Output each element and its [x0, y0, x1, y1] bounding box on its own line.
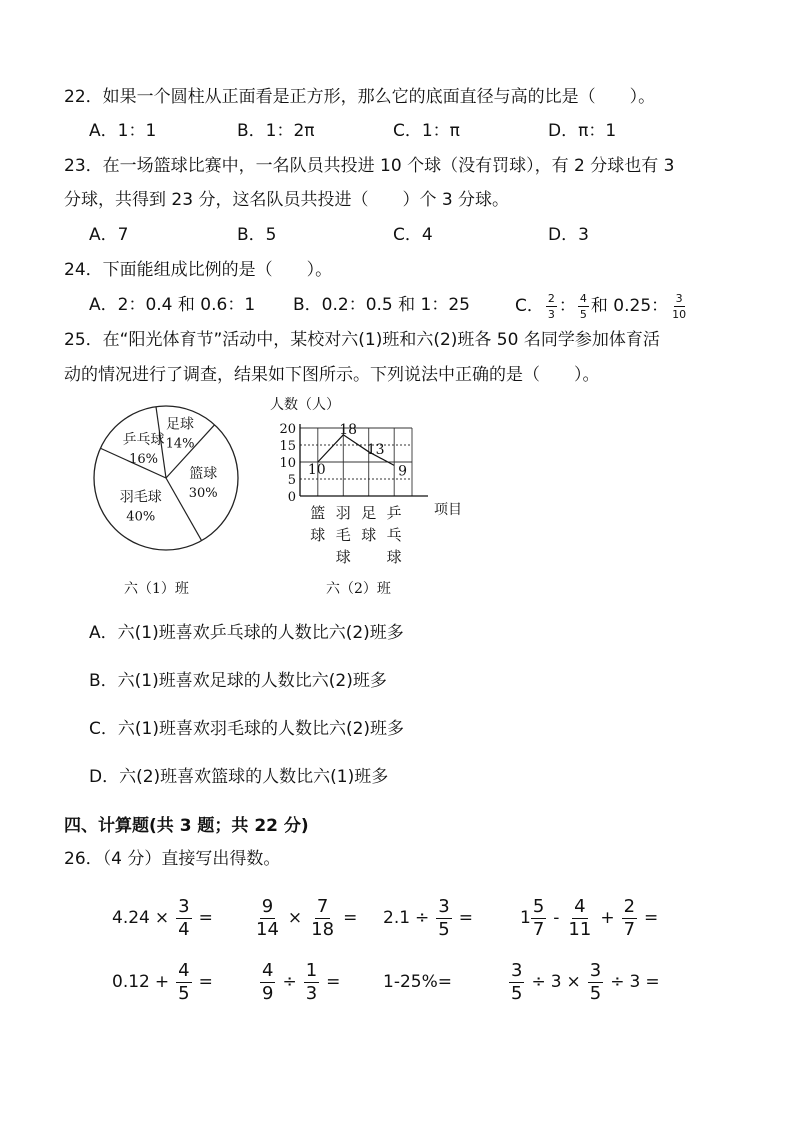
- q24-option-b[interactable]: B．0.2：0.5 和 1：25: [293, 295, 470, 315]
- expr-6-operator: ÷: [282, 972, 297, 992]
- q24-option-c-fraction-1: $\frac{2}{3}$: [547, 291, 555, 321]
- expr-6-fraction-1: $\frac{4}{9}$: [262, 959, 274, 1004]
- expr-1-equals: =: [198, 908, 213, 928]
- q24-stem: 24．下面能组成比例的是（ ）。: [64, 260, 333, 280]
- pie-slice-label: 乒乓球: [122, 432, 165, 449]
- q25-option-b[interactable]: B．六(1)班喜欢足球的人数比六(2)班多: [89, 671, 387, 691]
- q23-option-a[interactable]: A．7: [89, 225, 129, 245]
- q24-option-a[interactable]: A．2：0.4 和 0.6：1: [89, 295, 256, 315]
- q22-option-a[interactable]: A．1：1: [89, 121, 157, 141]
- q23-option-d[interactable]: D．3: [548, 225, 589, 245]
- expr-1-number: 4.24: [112, 908, 150, 928]
- line-chart-ytick: 15: [279, 439, 296, 454]
- expr-8-equals: =: [645, 972, 660, 992]
- line-chart-category-char: 球: [386, 548, 402, 566]
- expr-4-fraction-1: $\frac{5}{7}$: [532, 895, 545, 940]
- q24-option-c-fraction-3: $\frac{3}{10}$: [672, 291, 687, 321]
- q22-option-c[interactable]: C．1：π: [393, 121, 460, 141]
- line-chart-category-char: 羽: [335, 504, 351, 522]
- expr-8-operator-3: ÷: [610, 972, 625, 992]
- line-chart-category-char: 乓: [386, 526, 402, 544]
- expr-4: [520, 896, 663, 940]
- line-chart-data-label: 9: [398, 463, 408, 480]
- expr-3-operator: ÷: [415, 908, 430, 928]
- pie-slice-label: 足球: [166, 416, 195, 433]
- expr-6: [258, 960, 345, 1004]
- q22-option-b[interactable]: B．1：2π: [237, 121, 315, 141]
- q24-option-c[interactable]: [515, 288, 690, 324]
- line-chart-data-label: 18: [339, 421, 358, 438]
- expr-7: [383, 960, 452, 1004]
- q25-option-c[interactable]: C．六(1)班喜欢羽毛球的人数比六(2)班多: [89, 719, 405, 739]
- expr-2-equals: =: [343, 908, 358, 928]
- expr-8: [507, 960, 665, 1004]
- q25-stem-line2: 动的情况进行了调查，结果如下图所示。下列说法中正确的是（ ）。: [64, 365, 600, 385]
- q24-option-c-prefix: C．: [515, 296, 544, 316]
- line-chart-ytick: 5: [287, 473, 296, 488]
- line-chart-category-char: 足: [361, 504, 377, 522]
- q23-option-b[interactable]: B．5: [237, 225, 277, 245]
- q25-stem-line1: 25．在“阳光体育节”活动中，某校对六(1)班和六(2)班各 50 名同学参加体育活: [64, 330, 660, 350]
- line-chart-ytick: 0: [287, 490, 296, 505]
- pie-slice-label: 羽毛球: [119, 489, 162, 506]
- line-chart-ytick: 20: [279, 422, 296, 437]
- expr-6-equals: =: [326, 972, 341, 992]
- expr-7-text: 1-25%=: [383, 972, 452, 992]
- line-chart-ylabel: 人数（人）: [270, 397, 340, 413]
- line-chart-category-char: 篮: [310, 504, 326, 522]
- q23-option-c[interactable]: C．4: [393, 225, 433, 245]
- pie-chart-class-1: [84, 398, 254, 558]
- line-chart-category-char: 球: [335, 548, 351, 566]
- expr-3-equals: =: [458, 908, 473, 928]
- q22-option-d[interactable]: D．π：1: [548, 121, 617, 141]
- line-chart-data-label: 10: [307, 462, 326, 478]
- q24-option-c-colon: ：: [558, 296, 576, 316]
- expr-8-operator-1: ÷: [531, 972, 546, 992]
- expr-5-number: 0.12: [112, 972, 150, 992]
- expr-8-number-2: 3: [629, 972, 641, 992]
- expr-5-fraction: $\frac{4}{5}$: [178, 959, 190, 1004]
- line-chart-category-char: 球: [310, 526, 326, 544]
- expr-2: [252, 896, 362, 940]
- pie-chart-title: 六（1）班: [124, 581, 189, 597]
- line-chart-title: 六（2）班: [326, 581, 391, 597]
- q23-stem-line2: 分球，共得到 23 分，这名队员共投进（ ）个 3 分球。: [64, 190, 510, 210]
- pie-slice-value: 40%: [126, 509, 156, 525]
- expr-3: [383, 896, 478, 940]
- q22-stem: 22．如果一个圆柱从正面看是正方形，那么它的底面直径与高的比是（ ）。: [64, 87, 656, 107]
- pie-slice-label: 篮球: [189, 466, 218, 483]
- expr-4-operator-2: +: [600, 908, 615, 928]
- expr-8-fraction-2: $\frac{3}{5}$: [589, 959, 602, 1004]
- q24-option-c-fraction-2: $\frac{4}{5}$: [579, 291, 587, 321]
- line-chart-category-char: 毛: [335, 526, 351, 544]
- expr-6-fraction-2: $\frac{1}{3}$: [305, 959, 318, 1004]
- expr-3-fraction: $\frac{3}{5}$: [438, 895, 450, 940]
- expr-5-equals: =: [198, 972, 213, 992]
- pie-slice-value: 14%: [165, 436, 195, 452]
- expr-2-fraction-1: $\frac{9}{14}$: [256, 895, 279, 940]
- q26-stem: 26．（4 分）直接写出得数。: [64, 849, 281, 869]
- line-chart-ytick: 10: [279, 456, 296, 471]
- pie-slice-value: 16%: [129, 452, 159, 468]
- line-chart-xlabel: 项目: [434, 502, 462, 518]
- pie-slice-value: 30%: [188, 486, 218, 502]
- expr-8-operator-2: ×: [566, 972, 581, 992]
- expr-2-fraction-2: $\frac{7}{18}$: [311, 895, 335, 940]
- expr-4-whole: 1: [520, 908, 531, 928]
- q24-option-c-middle: 和 0.25：: [590, 296, 669, 316]
- expr-3-number: 2.1: [383, 908, 411, 928]
- expr-4-fraction-3: $\frac{2}{7}$: [623, 895, 636, 940]
- q25-option-d[interactable]: D．六(2)班喜欢篮球的人数比六(1)班多: [89, 767, 389, 787]
- q23-stem-line1: 23．在一场篮球比赛中，一名队员共投进 10 个球（没有罚球），有 2 分球也有 3: [64, 156, 675, 176]
- expr-4-operator-1: -: [553, 908, 560, 928]
- expr-4-fraction-2: $\frac{4}{11}$: [568, 895, 592, 940]
- line-chart-category-char: 球: [361, 526, 377, 544]
- expr-8-fraction-1: $\frac{3}{5}$: [511, 959, 523, 1004]
- expr-1-operator: ×: [154, 908, 170, 928]
- expr-4-equals: =: [644, 908, 659, 928]
- line-chart-class-2: [262, 390, 482, 570]
- expr-5: [112, 960, 218, 1004]
- line-chart-category-char: 乒: [386, 504, 402, 522]
- expr-5-operator: +: [154, 972, 170, 992]
- line-chart-data-label: 13: [366, 441, 385, 458]
- expr-1: [112, 896, 218, 940]
- section-4-title: 四、计算题(共 3 题；共 22 分): [64, 816, 309, 836]
- expr-8-number-1: 3: [550, 972, 562, 992]
- expr-2-operator: ×: [287, 908, 303, 928]
- q25-option-a[interactable]: A．六(1)班喜欢乒乓球的人数比六(2)班多: [89, 623, 404, 643]
- expr-1-fraction: $\frac{3}{4}$: [178, 895, 190, 940]
